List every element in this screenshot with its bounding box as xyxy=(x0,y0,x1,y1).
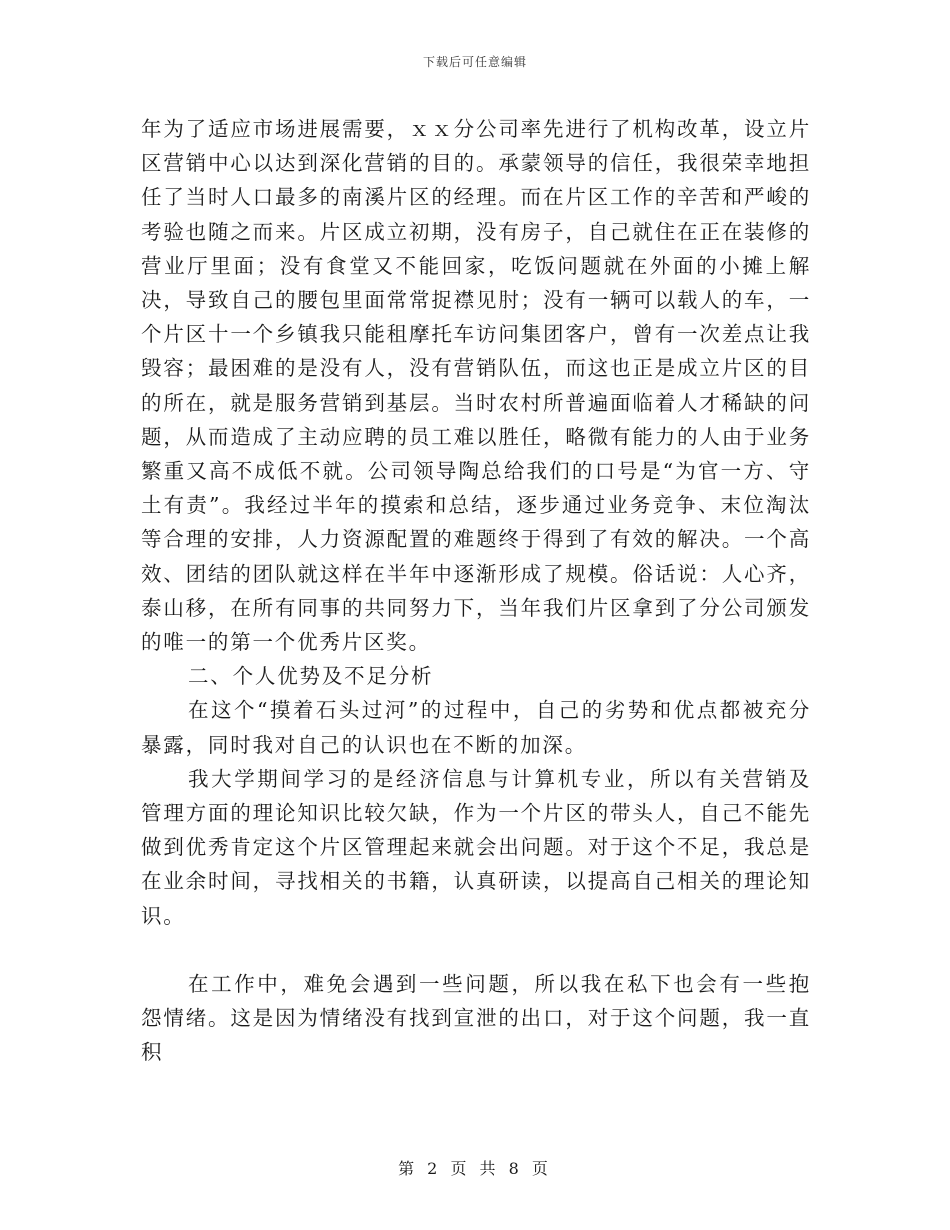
section-heading: 二、个人优势及不足分析 xyxy=(188,664,434,689)
paragraph: 在这个“摸着石头过河”的过程中，自己的劣势和优点都被充分暴露，同时我对自己的认识也在不断的加深。 xyxy=(141,698,811,757)
paragraph: 我大学期间学习的是经济信息与计算机专业，所以有关营销及管理方面的理论知识比较欠缺，作为一个片区的带头人，自己不能先做到优秀肯定这个片区管理起来就会出问题。对于这个不足，我总是在业余时间，寻找相关的书籍，认真研读，以提高自己相关的理论知识。 xyxy=(141,766,811,928)
paragraph-continuation: 年为了适应市场进展需要，ｘｘ分公司率先进行了机构改革，设立片区营销中心以达到深化营销的目的。承蒙领导的信任，我很荣幸地担任了当时人口最多的南溪片区的经理。而在片区工作的辛苦和严峻的考验也随之而来。片区成立初期，没有房子，自己就住在正在装修的营业厅里面；没有食堂又不能回家，吃饭问题就在外面的小摊上解决，导致自己的腰包里面常常捉襟见肘；没有一辆可以载人的车，一个片区十一个乡镇我只能租摩托车访问集团客户，曾有一次差点让我毁容；最困难的是没有人，没有营销队伍，而这也正是成立片区的目的所在，就是服务营销到基层。当时农村所普遍面临着人才稀缺的问题，从而造成了主动应聘的员工难以胜任，略微有能力的人由于业务繁重又高不成低不就。公司领导陶总给我们的口号是“为官一方、守土有责”。我经过半年的摸索和总结，逐步通过业务竞争、末位淘汰等合理的安排，人力资源配置的难题终于得到了有效的解决。一个高效、团结的团队就这样在半年中逐渐形成了规模。俗话说：人心齐，泰山移，在所有同事的共同努力下，当年我们片区拿到了分公司颁发的唯一的第一个优秀片区奖。 xyxy=(141,117,811,655)
paragraph-spacer xyxy=(141,933,811,967)
document-body xyxy=(141,112,811,1069)
paragraph: 在工作中，难免会遇到一些问题，所以我在私下也会有一些抱怨情绪。这是因为情绪没有找到宣泄的出口，对于这个问题，我一直积 xyxy=(141,971,811,1065)
page-number: 第 2 页 共 8 页 xyxy=(398,1159,552,1178)
page-header-note: 下载后可任意编辑 xyxy=(422,55,527,69)
